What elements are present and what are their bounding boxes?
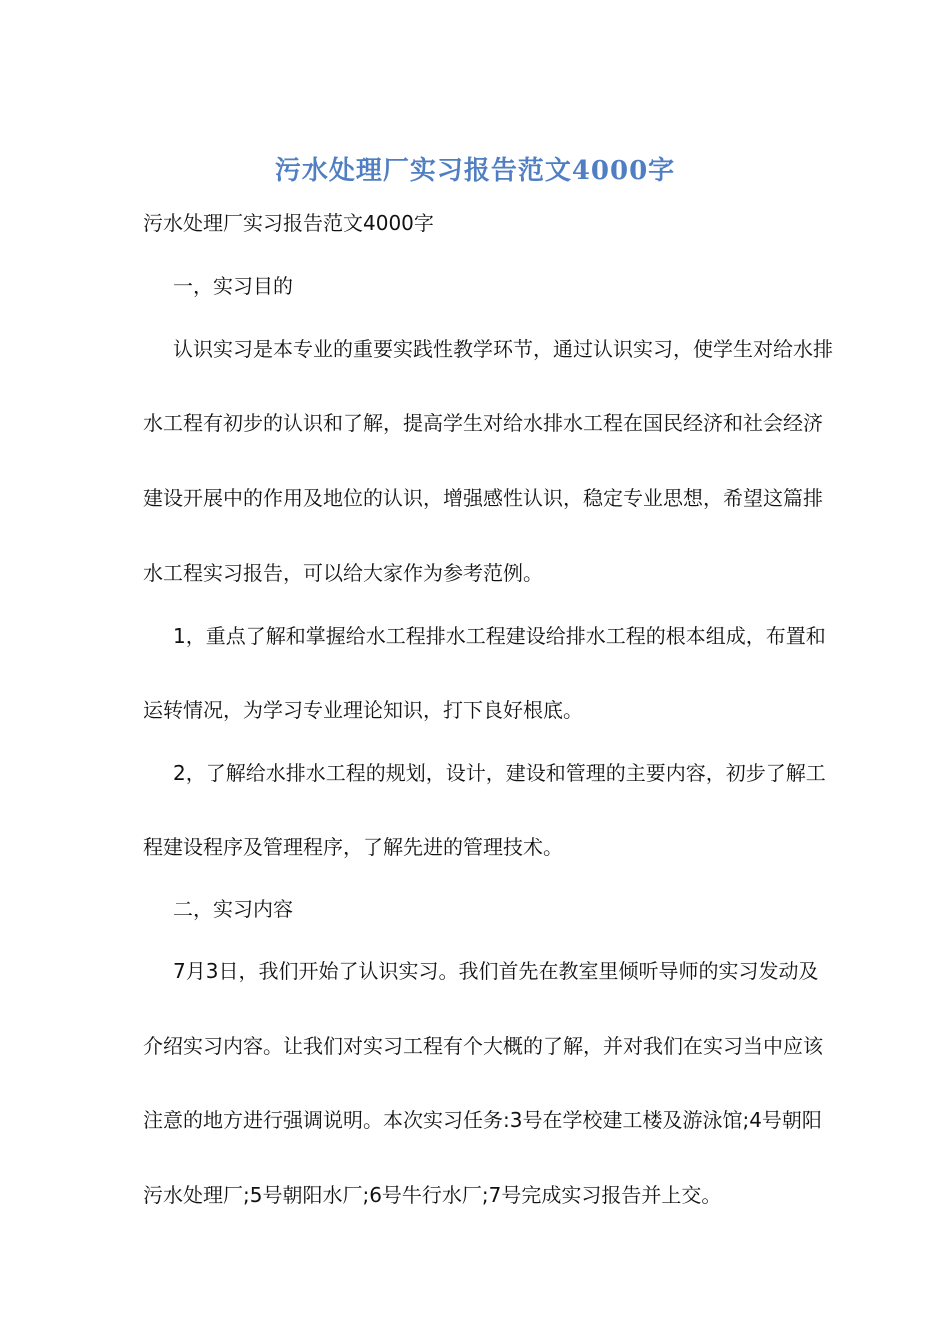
paragraph-line: 7月3日，我们开始了认识实习。我们首先在教室里倾听导师的实习发动及: [173, 959, 819, 983]
section-heading-content: 二，实习内容: [173, 897, 293, 921]
document-subtitle: 污水处理厂实习报告范文4000字: [143, 211, 434, 235]
paragraph-line: 介绍实习内容。让我们对实习工程有个大概的了解，并对我们在实习当中应该: [143, 1034, 823, 1058]
list-item-line: 运转情况，为学习专业理论知识，打下良好根底。: [143, 698, 583, 722]
paragraph-line: 认识实习是本专业的重要实践性教学环节，通过认识实习，使学生对给水排: [173, 337, 833, 361]
paragraph-line: 建设开展中的作用及地位的认识，增强感性认识，稳定专业思想，希望这篇排: [143, 486, 823, 510]
list-item-line: 程建设程序及管理程序，了解先进的管理技术。: [143, 835, 563, 859]
paragraph-line: 水工程有初步的认识和了解，提高学生对给水排水工程在国民经济和社会经济: [143, 411, 823, 435]
list-item-line: 1，重点了解和掌握给水工程排水工程建设给排水工程的根本组成，布置和: [173, 624, 826, 648]
paragraph-line: 污水处理厂;5号朝阳水厂;6号牛行水厂;7号完成实习报告并上交。: [143, 1183, 722, 1207]
document-title: 污水处理厂实习报告范文4000字: [274, 156, 676, 186]
section-heading-purpose: 一，实习目的: [173, 274, 293, 298]
list-item-line: 2，了解给水排水工程的规划，设计，建设和管理的主要内容，初步了解工: [173, 761, 826, 785]
paragraph-line: 水工程实习报告，可以给大家作为参考范例。: [143, 561, 543, 585]
paragraph-line: 注意的地方进行强调说明。本次实习任务:3号在学校建工楼及游泳馆;4号朝阳: [143, 1108, 822, 1132]
